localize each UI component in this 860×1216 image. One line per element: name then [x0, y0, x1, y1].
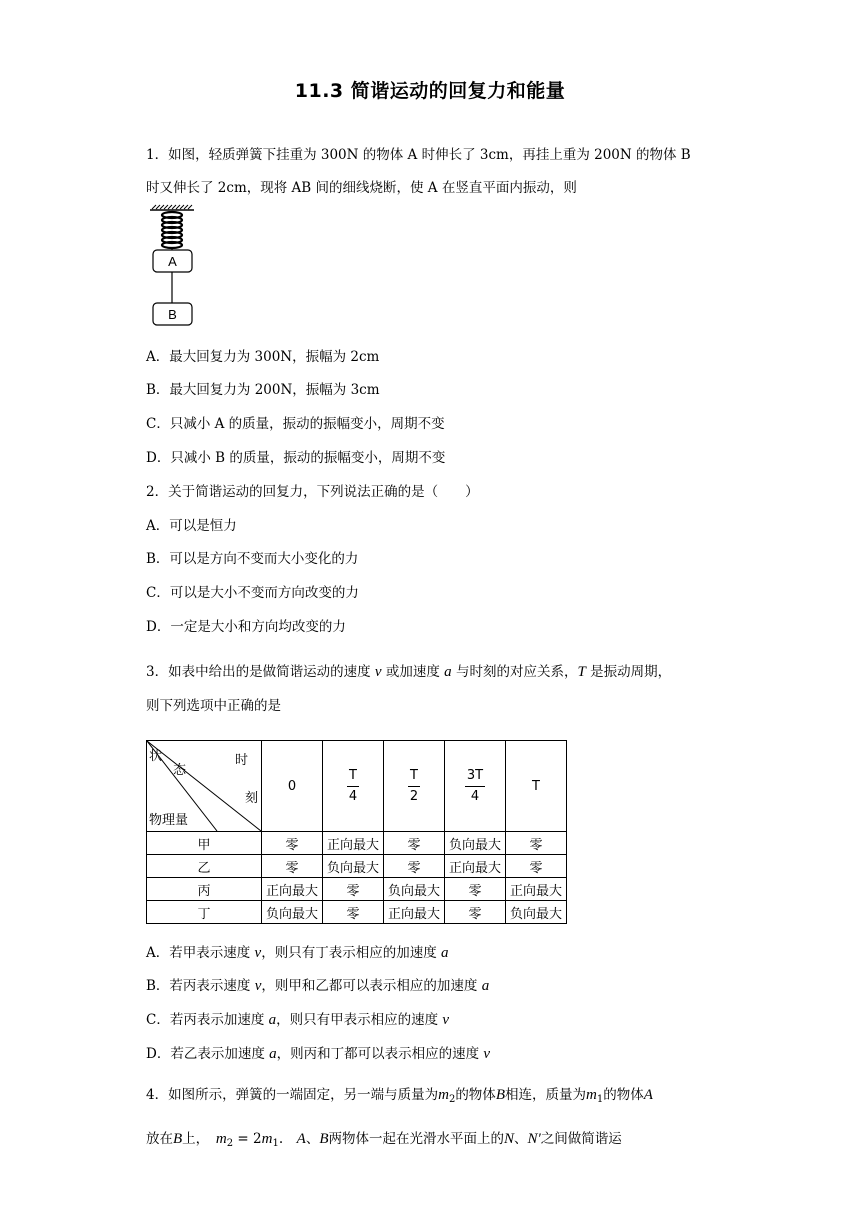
q4-stem-line2: 放在B上， $m_2 = 2m_1$. A、B两物体一起在光滑水平面上的N、N′之间做简谐运: [146, 1131, 622, 1149]
q3-stem-part: 或加速度: [381, 664, 445, 680]
q3-stem-part: 与时刻的对应关系，: [451, 664, 578, 680]
table-cell: 零: [445, 901, 506, 924]
table-cell: 零: [384, 855, 445, 878]
table-cell: 零: [506, 832, 567, 855]
time-header-t4: $\frac{T}{4}$: [323, 741, 384, 832]
block-b-label: B: [168, 307, 177, 322]
table-cell: 零: [506, 855, 567, 878]
q3-option-d: D．若乙表示加速度 a，则丙和丁都可以表示相应的速度 v: [146, 1046, 491, 1062]
q3-stem-line1: [146, 660, 671, 681]
spring-coils: [162, 212, 182, 248]
q3-stem-part: 3．如表中给出的是做简谐运动的速度: [146, 664, 375, 680]
table-cell: 负向最大: [262, 901, 323, 924]
q2-option-d: D．一定是大小和方向均改变的力: [146, 619, 346, 635]
table-cell: 负向最大: [506, 901, 567, 924]
corner-time: 时: [235, 753, 249, 768]
table-row: [147, 878, 567, 901]
table-cell: 零: [323, 901, 384, 924]
q2-stem: 2．关于简谐运动的回复力，下列说法正确的是（ ）: [146, 484, 479, 500]
table-cell: 正向最大: [445, 855, 506, 878]
q2-option-b: B．可以是方向不变而大小变化的力: [146, 551, 359, 567]
table-cell: 零: [445, 878, 506, 901]
q1-stem-line1: 1．如图，轻质弹簧下挂重为 300N 的物体 A 时伸长了 3cm，再挂上重为 200N 的物体 B: [146, 147, 691, 163]
q3-table: [146, 740, 567, 924]
time-header-3t4: $\frac{3T}{4}$: [445, 741, 506, 832]
q3-stem-part: 是振动周期，: [585, 664, 672, 680]
q4-stem-line1: 4．如图所示，弹簧的一端固定，另一端与质量为$m_2$的物体B相连，质量为$m_1$的物体A: [146, 1087, 653, 1105]
table-cell: 零: [323, 878, 384, 901]
var-t: T: [577, 664, 586, 680]
block-a-label: A: [168, 254, 177, 269]
ceiling-hatch: [152, 205, 192, 209]
table-cell: 零: [262, 855, 323, 878]
q2-option-a: A．可以是恒力: [146, 518, 237, 534]
corner-moment: 刻: [245, 791, 259, 806]
time-header-t2: $\frac{T}{2}$: [384, 741, 445, 832]
corner-quantity: 物理量: [149, 813, 189, 828]
row-label: 甲: [147, 832, 262, 855]
q1-option-b: B．最大回复力为 200N，振幅为 3cm: [146, 382, 380, 398]
table-cell: 正向最大: [323, 832, 384, 855]
table-cell: 正向最大: [262, 878, 323, 901]
corner-state: 状: [149, 749, 163, 764]
q2-option-c: C．可以是大小不变而方向改变的力: [146, 585, 359, 601]
table-cell: 正向最大: [384, 901, 445, 924]
row-label: 丁: [147, 901, 262, 924]
table-row: [147, 855, 567, 878]
time-header-0: 0: [262, 741, 323, 832]
q3-option-a: A．若甲表示速度 v，则只有丁表示相应的加速度 a: [146, 945, 449, 961]
var-v: v: [374, 664, 382, 680]
table-cell: 零: [262, 832, 323, 855]
q3-option-b: B．若丙表示速度 v，则甲和乙都可以表示相应的加速度 a: [146, 978, 490, 994]
spring-figure: [146, 204, 206, 330]
row-label: 丙: [147, 878, 262, 901]
table-cell: 负向最大: [445, 832, 506, 855]
table-header-row: [147, 741, 567, 832]
table-row: [147, 832, 567, 855]
q1-option-d: D．只减小 B 的质量，振动的振幅变小，周期不变: [146, 450, 446, 466]
q1-option-a: A．最大回复力为 300N，振幅为 2cm: [146, 349, 380, 365]
table-cell: 负向最大: [384, 878, 445, 901]
table-cell: 负向最大: [323, 855, 384, 878]
var-a: a: [444, 664, 452, 680]
q1-option-c: C．只减小 A 的质量，振动的振幅变小，周期不变: [146, 416, 445, 432]
time-header-t: T: [506, 741, 567, 832]
row-label: 乙: [147, 855, 262, 878]
q3-option-c: C．若丙表示加速度 a，则只有甲表示相应的速度 v: [146, 1012, 450, 1028]
table-row: [147, 901, 567, 924]
table-cell: 零: [384, 832, 445, 855]
page-title: 11.3 简谐运动的回复力和能量: [294, 80, 566, 102]
table-corner-cell: [147, 741, 262, 832]
table-cell: 正向最大: [506, 878, 567, 901]
corner-state2: 态: [173, 763, 187, 778]
q1-stem-line2: 时又伸长了 2cm，现将 AB 间的细线烧断，使 A 在竖直平面内振动，则: [146, 180, 577, 196]
q3-stem-line2: 则下列选项中正确的是: [146, 698, 281, 714]
